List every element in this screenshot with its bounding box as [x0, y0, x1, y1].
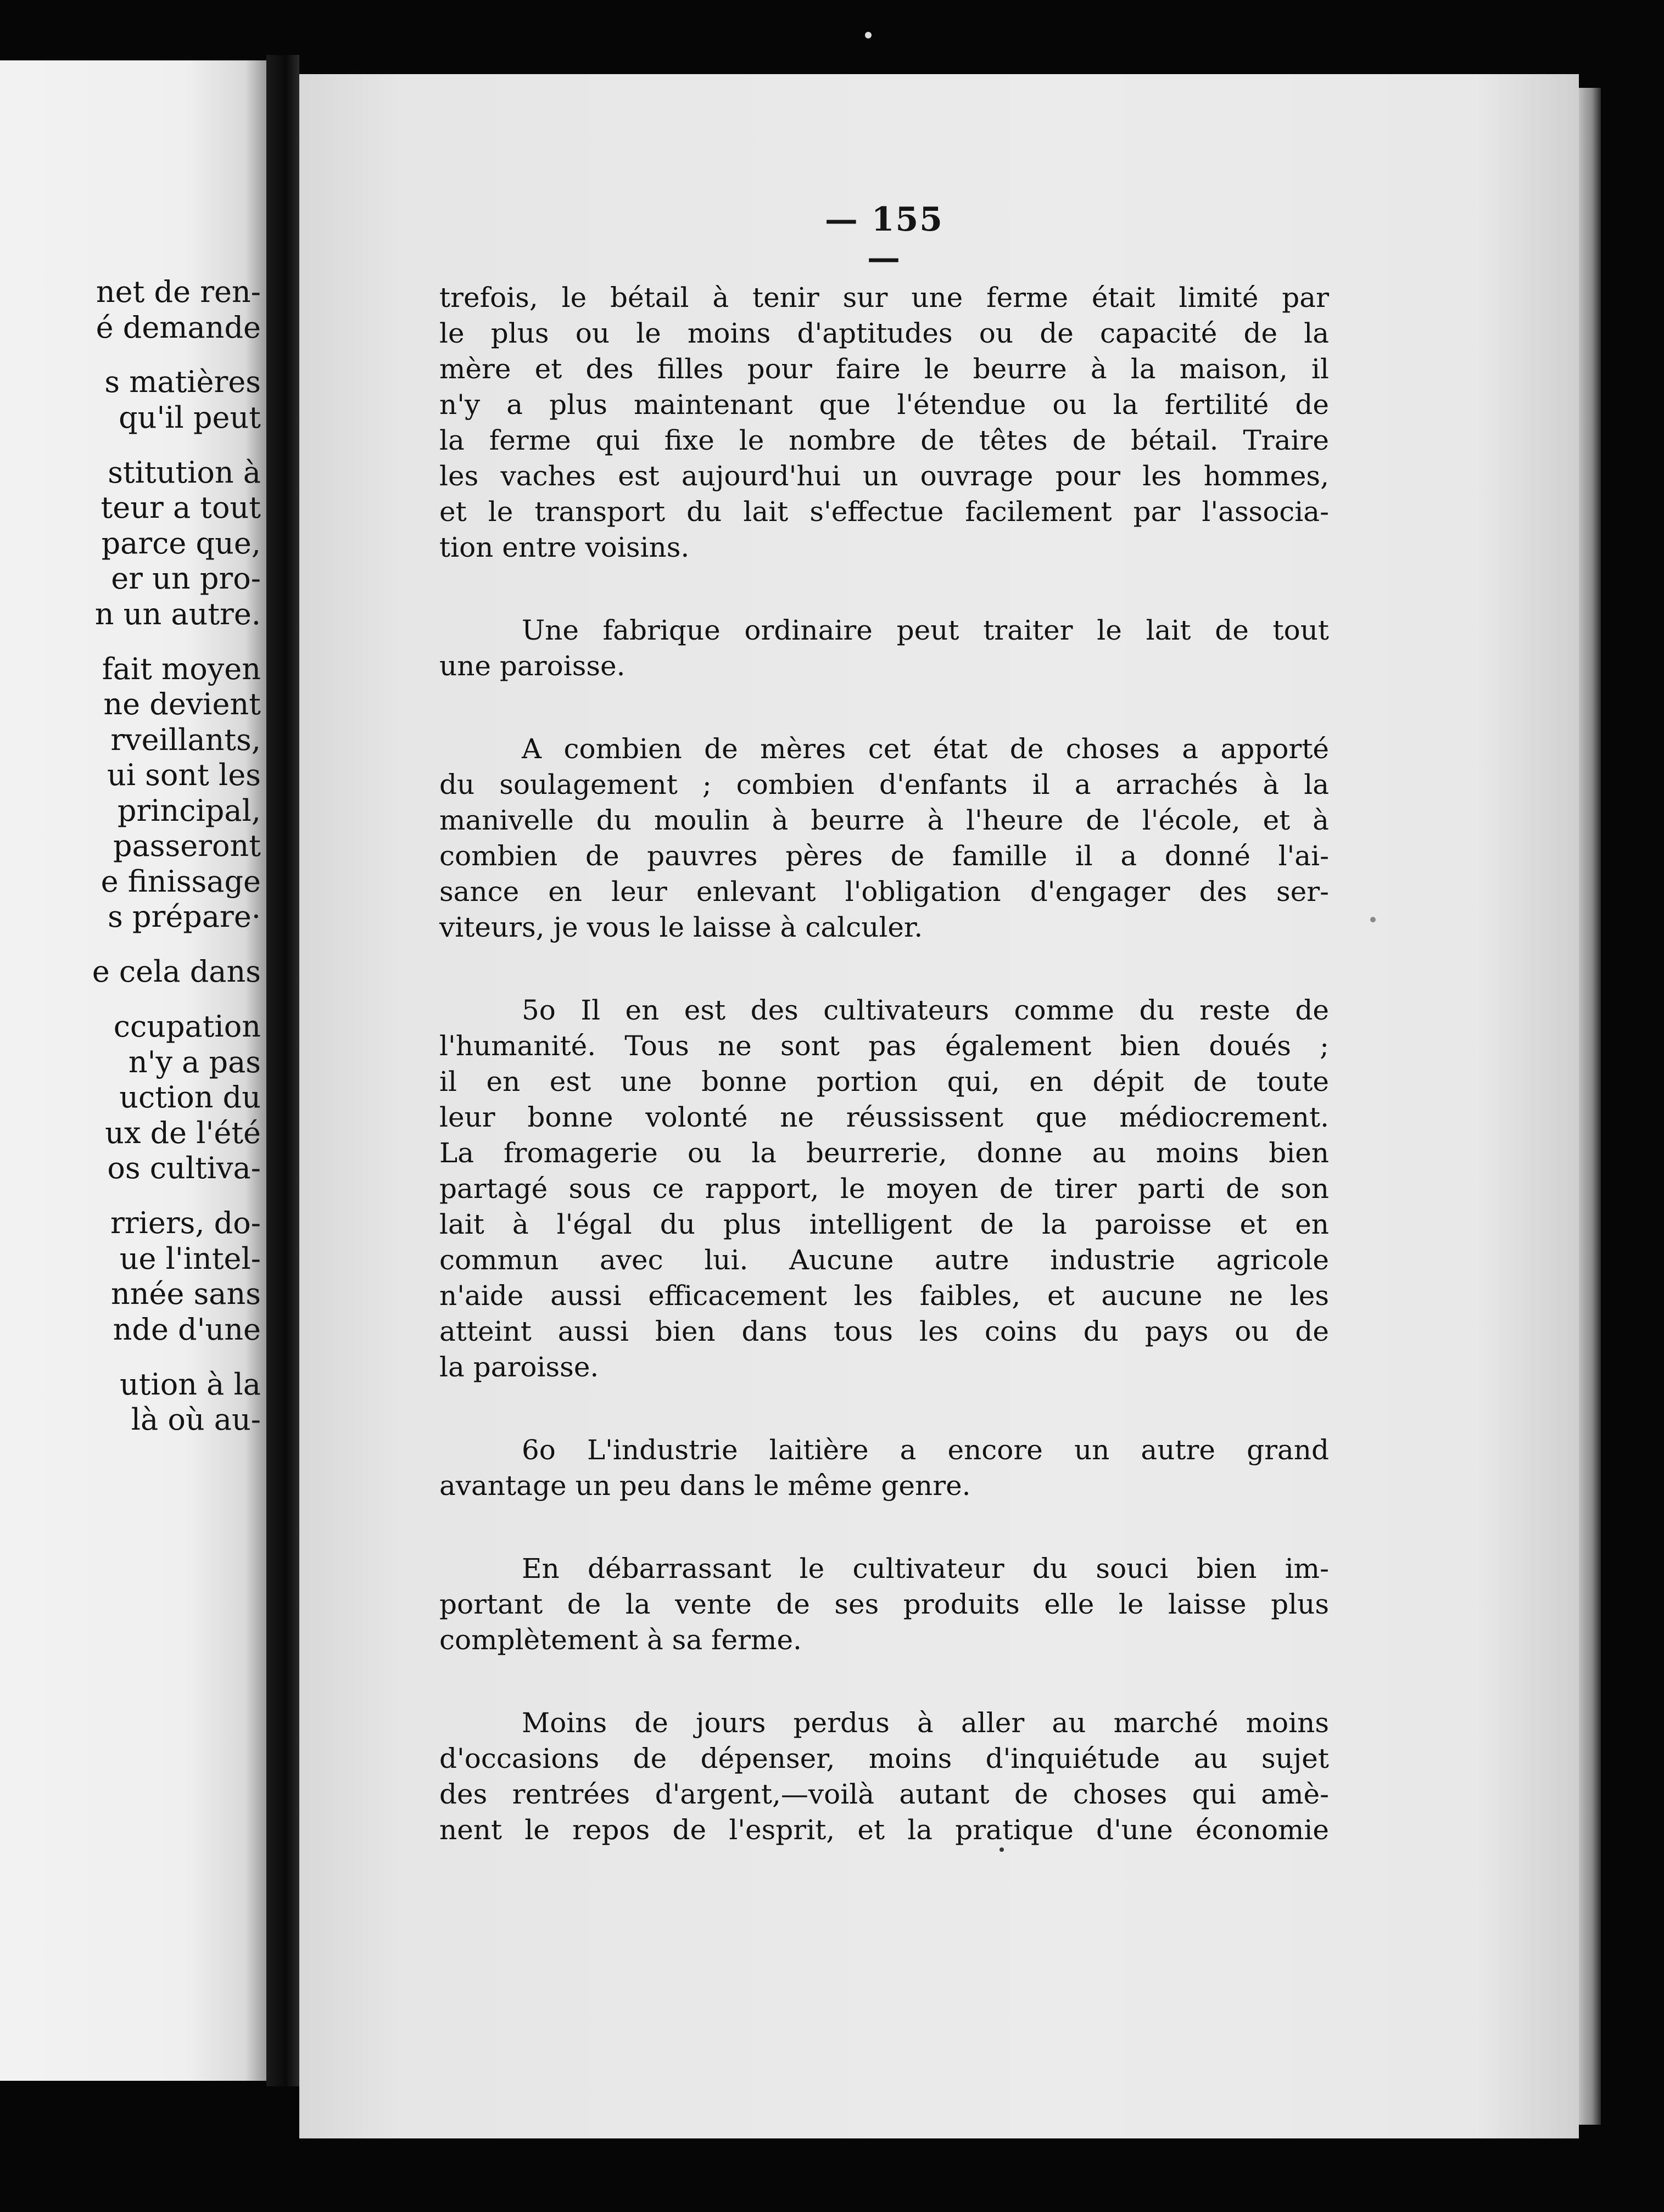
text-line: lait à l'égal du plus intelligent de la paroisse et en: [439, 1208, 1329, 1240]
text-line: une paroisse.: [439, 650, 626, 682]
text-line: Une fabrique ordinaire peut traiter le lait de tout: [522, 614, 1329, 646]
book-gutter: [266, 55, 299, 2086]
text-line: La fromagerie ou la beurrerie, donne au moins bien: [439, 1137, 1329, 1169]
text-line: mère et des filles pour faire le beurre à la maison, il: [439, 353, 1329, 385]
previous-page-line: ne devient: [103, 687, 261, 722]
text-line: partagé sous ce rapport, le moyen de tirer parti de son: [439, 1173, 1329, 1205]
text-line: sance en leur enlevant l'obligation d'engager des ser-: [439, 876, 1329, 908]
previous-page-fragment: [0, 60, 266, 2081]
previous-page-line: e cela dans: [92, 954, 261, 989]
paragraph-5: [439, 1432, 1329, 1504]
text-line: nent le repos de l'esprit, et la pratique d'une économie: [439, 1814, 1329, 1846]
previous-page-line: e finissage: [100, 864, 261, 899]
dust-speck: [865, 32, 872, 38]
text-line: manivelle du moulin à beurre à l'heure de l'école, et à: [439, 804, 1329, 836]
previous-page-line: passeront: [113, 828, 261, 864]
previous-page-line: n'y a pas: [128, 1044, 261, 1079]
previous-page-line: qu'il peut: [119, 400, 261, 435]
text-line: trefois, le bétail à tenir sur une ferme était limité par: [439, 282, 1329, 313]
previous-page-line: n un autre.: [94, 596, 261, 631]
text-line: l'humanité. Tous ne sont pas également bien doués ;: [439, 1030, 1329, 1062]
previous-page-line: fait moyen: [102, 651, 261, 686]
text-line: et le transport du lait s'effectue facilement par l'associa-: [439, 496, 1329, 528]
previous-page-line: nnée sans: [110, 1276, 261, 1312]
dust-speck: [1370, 917, 1376, 922]
text-line: atteint aussi bien dans tous les coins du pays ou de: [439, 1315, 1329, 1347]
page-number: — 155 —: [824, 200, 944, 277]
text-line: En débarrassant le cultivateur du souci bien im-: [522, 1553, 1329, 1584]
previous-page-line: net de ren-: [96, 275, 261, 309]
previous-page-line: os cultiva-: [107, 1151, 261, 1186]
previous-page-line: s matières: [104, 365, 261, 400]
paragraph-2: [439, 613, 1329, 684]
paragraph-7: [439, 1705, 1329, 1848]
previous-page-line: là où au-: [131, 1402, 261, 1437]
previous-page-line: rveillants,: [110, 722, 261, 757]
previous-page-line: ue l'intel-: [119, 1241, 261, 1276]
previous-page-line: ccupation: [113, 1009, 261, 1044]
previous-page-line: parce que,: [101, 525, 261, 561]
previous-page-line: ution à la: [119, 1367, 261, 1402]
text-line: viteurs, je vous le laisse à calculer.: [439, 911, 923, 943]
text-line: des rentrées d'argent,—voilà autant de choses qui amè-: [439, 1778, 1329, 1810]
text-line: commun avec lui. Aucune autre industrie agricole: [439, 1244, 1329, 1276]
text-line: la ferme qui fixe le nombre de têtes de bétail. Traire: [439, 424, 1329, 456]
text-line: d'occasions de dépenser, moins d'inquiétude au sujet: [439, 1743, 1329, 1774]
previous-page-line: teur a tout: [100, 490, 261, 525]
text-line: Moins de jours perdus à aller au marché moins: [522, 1707, 1329, 1739]
text-line: combien de pauvres pères de famille il a donné l'ai-: [439, 840, 1329, 872]
previous-page-line: rriers, do-: [110, 1206, 261, 1241]
text-line: 6o L'industrie laitière a encore un autre grand: [522, 1434, 1329, 1466]
text-line: les vaches est aujourd'hui un ouvrage pour les hommes,: [439, 460, 1329, 492]
previous-page-line: nde d'une: [113, 1312, 261, 1347]
text-line: avantage un peu dans le même genre.: [439, 1470, 971, 1502]
previous-page-line: er un pro-: [111, 561, 261, 596]
page-edge-shadow: [1579, 88, 1601, 2125]
text-line: tion entre voisins.: [439, 531, 690, 563]
text-line: portant de la vente de ses produits elle le laisse plus: [439, 1588, 1329, 1620]
previous-page-line: ui sont les: [107, 758, 261, 793]
paragraph-3: [439, 731, 1329, 945]
text-line: 5o Il en est des cultivateurs comme du reste de: [522, 994, 1329, 1026]
page-body-text: [439, 280, 1329, 1895]
previous-page-line: principal,: [117, 793, 261, 828]
paragraph-4: [439, 993, 1329, 1385]
text-line: il en est une bonne portion qui, en dépit de toute: [439, 1066, 1329, 1097]
previous-page-line: stitution à: [108, 455, 261, 490]
text-line: le plus ou le moins d'aptitudes ou de capacité de la: [439, 317, 1329, 349]
text-line: la paroisse.: [439, 1351, 599, 1383]
previous-page-line: ux de l'été: [105, 1115, 261, 1150]
text-line: du soulagement ; combien d'enfants il a arrachés à la: [439, 769, 1329, 800]
text-line: complètement à sa ferme.: [439, 1624, 802, 1656]
text-line: n'y a plus maintenant que l'étendue ou la fertilité de: [439, 389, 1329, 421]
previous-page-line: uction du: [119, 1080, 261, 1115]
previous-page-line: s prépare·: [108, 899, 261, 934]
text-line: n'aide aussi efficacement les faibles, et aucune ne les: [439, 1280, 1329, 1312]
previous-page-line: é demande: [96, 310, 261, 345]
text-line: A combien de mères cet état de choses a apporté: [522, 733, 1329, 765]
paragraph-1: [439, 280, 1329, 565]
paragraph-6: [439, 1551, 1329, 1658]
dust-speck: [999, 1847, 1004, 1852]
text-line: leur bonne volonté ne réussissent que médiocrement.: [439, 1101, 1329, 1133]
